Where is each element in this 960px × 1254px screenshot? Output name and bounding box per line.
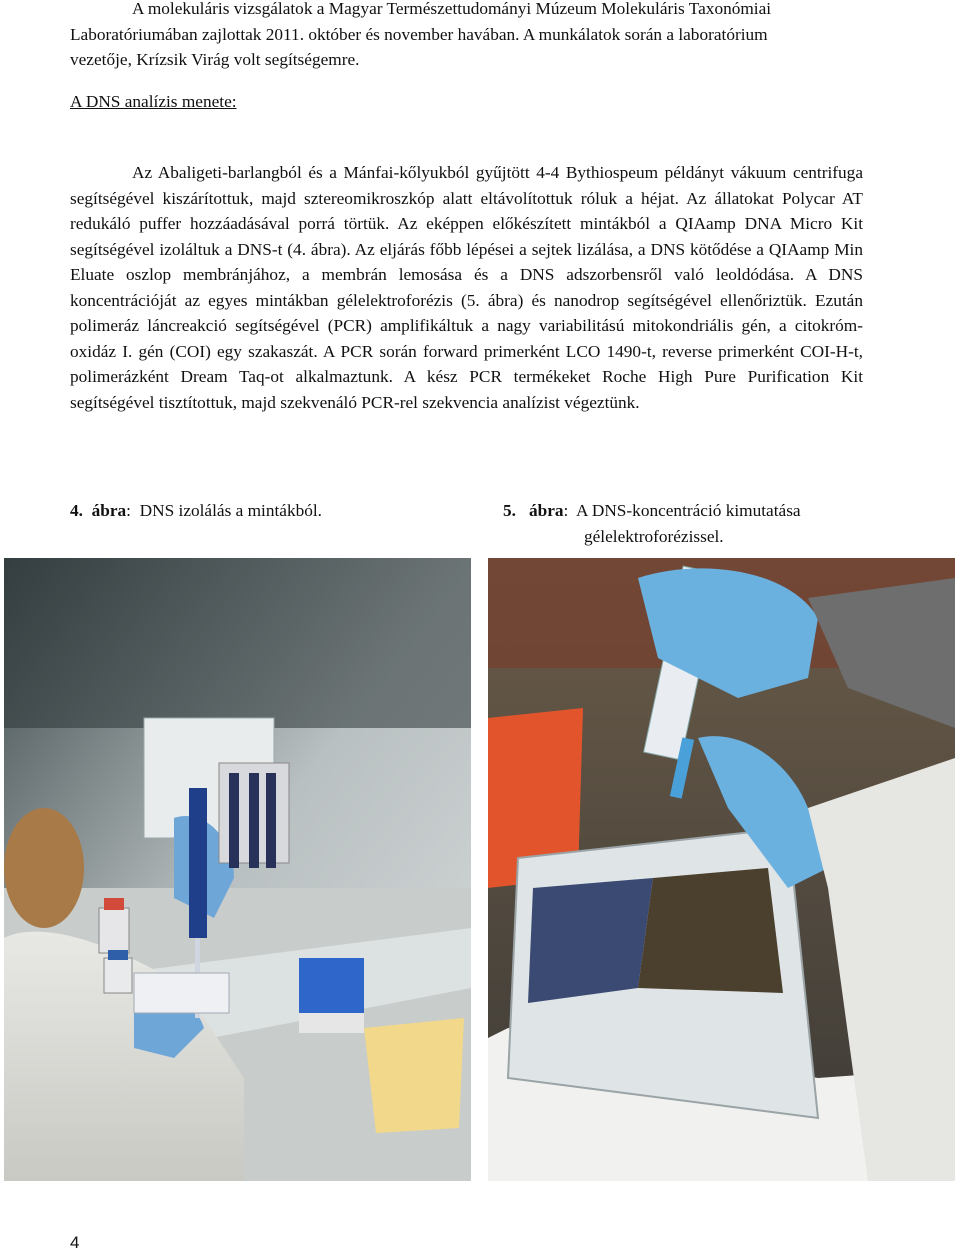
intro-paragraph xyxy=(70,0,863,73)
page-number: 4 xyxy=(70,1233,80,1252)
figure-4-text: DNS izolálás a mintákból. xyxy=(139,501,323,520)
figure-5-text-2: gélelektroforézissel. xyxy=(584,526,724,546)
figure-4-illustration xyxy=(4,558,471,1181)
intro-line-3: vezetője, Krízsik Virág volt segítségemre. xyxy=(70,50,360,69)
figure-5-illustration xyxy=(488,558,955,1181)
figure-5-photo xyxy=(488,558,955,1181)
figure-5-caption: 5. ábra: A DNS-koncentráció kimutatása gélelektroforézissel. xyxy=(503,498,863,549)
figure-4-number: 4. xyxy=(70,501,83,520)
method-paragraph: Az Abaligeti-barlangból és a Mánfai-kőlyukból gyűjtött 4-4 Bythiospeum példányt vákuum centrifuga segítségével kiszárítottuk, majd sztereomikroszkóp alatt eltávolítottuk róluk a héjat. Az állatokat Polycar AT redukáló puffer hozzáadásával porrá törtük. Az eképpen előkészített mintákból a QIAamp DNA Micro Kit segítségével izoláltuk a DNS-t (4. ábra). Az eljárás főbb lépései a sejtek lizálása, a DNS kötődése a QIAamp Min Eluate oszlop membránjához, a membrán lemosása és a DNS adszorbensről való leoldódása. A DNS koncentrációját az egyes mintákban gélelektroforézis (5. ábra) és nanodrop segítségével ellenőriztük. Ezután polimeráz láncreakció segítségével (PCR) amplifikáltuk a nagy variabilitású mitokondriális gén, a citokróm-oxidáz I. gén (COI) egy szakaszát. A PCR során forward primerként LCO 1490-t, reverse primerként COI-H-t, polimerázként Dream Taq-ot alkalmaztunk. A kész PCR termékeket Roche High Pure Purification Kit segítségével tisztítottuk, majd szekvenáló PCR-rel szekvencia analízist végeztünk. xyxy=(70,163,863,412)
intro-line-2: Laboratóriumában zajlottak 2011. október és november havában. A munkálatok során a laboratórium xyxy=(70,24,768,44)
intro-line-1: A molekuláris vizsgálatok a Magyar Természettudományi Múzeum Molekuláris Taxonómiai xyxy=(132,0,772,18)
figure-4-label: ábra xyxy=(91,501,127,520)
figure-5-number: 5. xyxy=(503,501,516,520)
figure-5-text-1: A DNS-koncentráció kimutatása xyxy=(576,501,801,520)
figure-5-label: ábra xyxy=(528,501,564,520)
figure-4-caption: 4. ábra: DNS izolálás a mintákból. xyxy=(70,501,323,520)
section-heading: A DNS analízis menete: xyxy=(70,92,237,111)
figure-4-photo xyxy=(4,558,471,1181)
